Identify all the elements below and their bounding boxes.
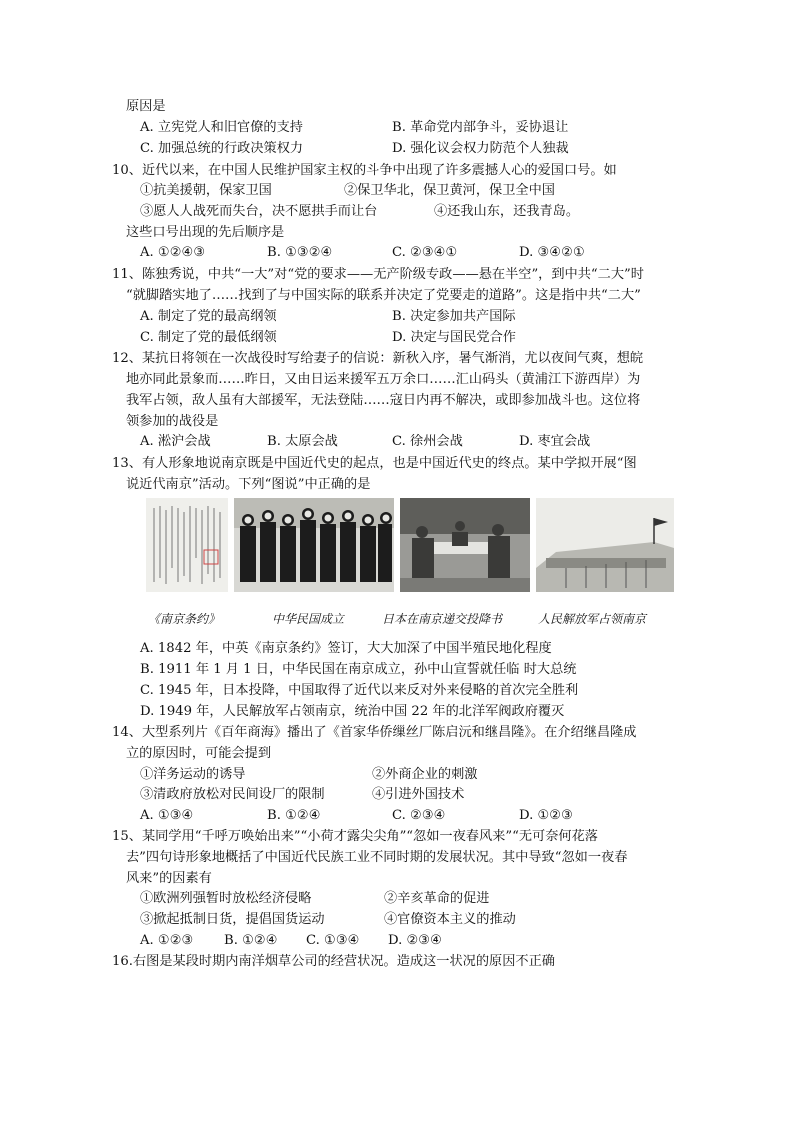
q14-option-b: B. ①②④ (267, 808, 321, 823)
q13-stem: 13、有人形象地说南京既是中国近代史的起点，也是中国近代史的终点。某中学拟开展“图 (112, 456, 637, 471)
q14-stem: 14、大型系列片《百年商海》播出了《首家华侨缫丝厂陈启沅和继昌隆》。在介绍继昌隆成 (112, 725, 637, 740)
q13-option-a: A. 1842 年，中英《南京条约》签订，大大加深了中国半殖民地化程度 (140, 641, 552, 656)
q15-option-c: C. ①③④ (306, 933, 360, 948)
q12-option-b: B. 太原会战 (267, 434, 338, 449)
q13-photo-captions (146, 610, 674, 626)
photo-caption-3: 日本在南京递交投降书 (382, 612, 503, 626)
q11-stem-cont: “就脚踏实地了……找到了与中国实际的联系并决定了党要走的道路”。这是指中共“二大” (126, 288, 641, 303)
q10-statement-1: ①抗美援朝，保家卫国 (140, 183, 272, 198)
q10-stem: 10、近代以来，在中国人民维护国家主权的斗争中出现了许多震撼人心的爱国口号。如 (112, 163, 617, 178)
q16-stem: 16.右图是某段时期内南洋烟草公司的经营状况。造成这一状况的原因不正确 (112, 954, 555, 969)
photo-caption-2: 中华民国成立 (272, 612, 345, 626)
q14-option-c: C. ②③④ (392, 808, 446, 823)
photo-caption-4: 人民解放军占领南京 (538, 612, 647, 626)
q13-option-b: B. 1911 年 1 月 1 日，中华民国在南京成立，孙中山宣誓就任临 时大总统 (140, 662, 577, 677)
q11-option-a: A. 制定了党的最高纲领 (140, 309, 277, 324)
q9-option-a: A. 立宪党人和旧官僚的支持 (140, 120, 303, 135)
photo-caption-1: 《南京条约》 (148, 612, 221, 626)
q15-stem-line2: 去”四句诗形象地概括了中国近代民族工业不同时期的发展状况。其中导致“忽如一夜春 (126, 850, 628, 865)
q10-option-a: A. ①②④③ (140, 245, 206, 260)
treaty-document-photo (146, 498, 228, 592)
q12-stem-line3: 我军占领，敌人虽有大部援军，无法登陆……寇日内再不解决，或即参加战斗也。这位将 (126, 393, 641, 408)
q14-option-a: A. ①③④ (140, 808, 194, 823)
q13-option-c: C. 1945 年，日本投降，中国取得了近代以来反对外来侵略的首次完全胜利 (140, 683, 579, 698)
q15-option-d: D. ②③④ (388, 933, 442, 948)
q9-option-d: D. 强化议会权力防范个人独裁 (392, 141, 569, 156)
q9-stem-cont: 原因是 (126, 99, 166, 114)
q14-statement-1: ①洋务运动的诱导 (140, 767, 246, 782)
q15-statement-1: ①欧洲列强暂时放松经济侵略 (140, 891, 312, 906)
q14-statement-2: ②外商企业的刺激 (372, 767, 478, 782)
q15-stem: 15、某同学用“千呼万唤始出来”“小荷才露尖尖角”“忽如一夜春风来”“无可奈何花落 (112, 829, 598, 844)
q13-stem-cont: 说近代南京”活动。下列“图说”中正确的是 (126, 477, 371, 492)
q11-option-b: B. 决定参加共产国际 (392, 309, 516, 324)
q10-option-b: B. ①③②④ (267, 245, 333, 260)
q10-option-d: D. ③④②① (519, 245, 585, 260)
q12-stem: 12、某抗日将领在一次战役时写给妻子的信说：新秋入序，暑气渐消，尤以夜间气爽，想皖 (112, 351, 644, 366)
q12-stem-line4: 领参加的战役是 (126, 414, 219, 429)
pla-nanjing-photo (536, 498, 674, 592)
q15-statement-3: ③掀起抵制日货，提倡国货运动 (140, 912, 325, 927)
q14-option-d: D. ①②③ (519, 808, 573, 823)
q13-photo-strip (146, 498, 674, 592)
surrender-ceremony-photo (400, 498, 530, 592)
roc-founding-group-photo (234, 498, 394, 592)
q10-statement-3: ③愿人人战死而失台，决不愿拱手而让台 (140, 204, 378, 219)
q13-option-d: D. 1949 年，人民解放军占领南京，统治中国 22 年的北洋军阀政府覆灭 (140, 704, 565, 719)
q10-statement-4: ④还我山东，还我青岛。 (434, 204, 580, 219)
q15-stem-line3: 风来”的因素有 (126, 871, 212, 886)
q10-stem-cont: 这些口号出现的先后顺序是 (126, 225, 285, 240)
q14-stem-cont: 立的原因时，可能会提到 (126, 746, 272, 761)
q14-statement-3: ③清政府放松对民间设厂的限制 (140, 787, 325, 802)
q12-option-c: C. 徐州会战 (392, 434, 463, 449)
q9-option-b: B. 革命党内部争斗，妥协退让 (392, 120, 569, 135)
q15-statement-2: ②辛亥革命的促进 (384, 891, 490, 906)
q14-statement-4: ④引进外国技术 (372, 787, 465, 802)
q11-option-c: C. 制定了党的最低纲领 (140, 330, 277, 345)
q12-stem-line2: 地亦同此景象而……昨日，又由日运来援军五万余口……汇山码头（黄浦江下游西岸）为 (126, 372, 641, 387)
q10-statement-2: ②保卫华北，保卫黄河，保卫全中国 (344, 183, 555, 198)
q11-stem: 11、陈独秀说，中共“一大”对“党的要求——无产阶级专政——悬在半空”，到中共“二大”时 (112, 267, 644, 282)
q15-option-a: A. ①②③ (140, 933, 194, 948)
q9-option-c: C. 加强总统的行政决策权力 (140, 141, 304, 156)
q12-option-a: A. 淞沪会战 (140, 434, 211, 449)
q11-option-d: D. 决定与国民党合作 (392, 330, 516, 345)
q15-option-b: B. ①②④ (224, 933, 278, 948)
q15-statement-4: ④官僚资本主义的推动 (384, 912, 516, 927)
q12-option-d: D. 枣宜会战 (519, 434, 591, 449)
q10-option-c: C. ②③④① (392, 245, 458, 260)
